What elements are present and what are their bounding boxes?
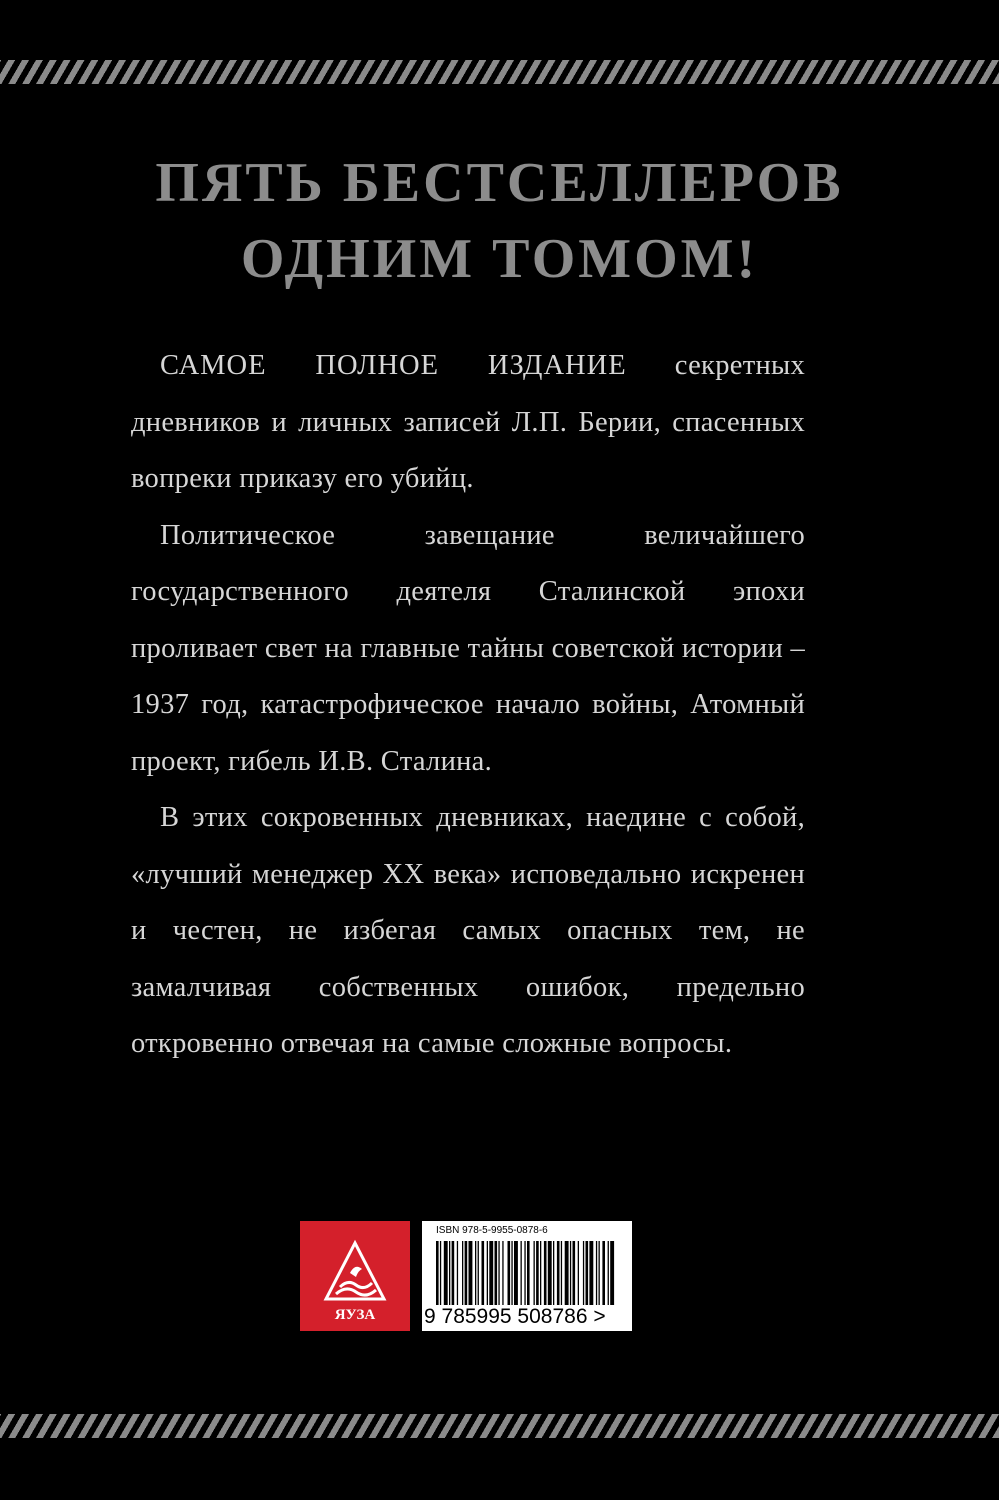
headline-line-2: ОДНИМ ТОМОМ! <box>240 228 759 290</box>
barcode-bar <box>565 1241 569 1305</box>
barcode-bar <box>561 1241 562 1305</box>
barcode-bar <box>444 1241 448 1305</box>
paragraph-1-rest: секретных дневников и личных записей Л.П. Берии, спасенных вопреки приказу его убийц. <box>131 350 805 494</box>
isbn-label: ISBN 978-5-9955-0878-6 <box>436 1225 548 1236</box>
barcode-bar <box>514 1241 518 1305</box>
barcode-bar <box>573 1241 576 1305</box>
barcode-bar <box>570 1241 571 1305</box>
barcode-bar <box>548 1241 552 1305</box>
paragraph-2: Политическое завещание величайшего государственного деятеля Сталинской эпохи проливает свет на главные тайны советской истории – 1937 год, катастрофическое начало войны, Атомный проект, гибель И.В. Сталина. <box>131 519 805 777</box>
top-decorative-stripe <box>0 60 999 84</box>
barcode-bar <box>596 1241 597 1305</box>
barcode-bar <box>536 1241 539 1305</box>
barcode-bar <box>487 1241 488 1305</box>
barcode-bar <box>475 1241 476 1305</box>
barcode-bar <box>436 1241 439 1305</box>
barcode-bar <box>599 1241 600 1305</box>
barcode-bar <box>440 1241 441 1305</box>
barcode-bar <box>540 1241 541 1305</box>
barcode-bar <box>557 1241 560 1305</box>
barcode-bar <box>449 1241 450 1305</box>
barcode-bar <box>478 1241 479 1305</box>
barcode-bar <box>527 1241 530 1305</box>
barcode-bar <box>452 1241 455 1305</box>
barcode-bar <box>610 1241 614 1305</box>
barcode-bar <box>586 1241 589 1305</box>
barcode-bar <box>489 1241 493 1305</box>
barcode-bar <box>521 1241 522 1305</box>
paragraph-3: В этих сокровенных дневниках, наедине с собой, «лучший менеджер XX века» исповедально искренен и честен, не избегая самых опасных тем, не замалчивая собственных ошибок, предельно откровенно отвечая на самые сложные вопросы. <box>131 802 805 1059</box>
paragraph-1 <box>131 338 805 508</box>
headline <box>0 145 999 297</box>
barcode-bar <box>583 1241 584 1305</box>
barcode-bar <box>553 1241 554 1305</box>
barcode-bar <box>508 1241 511 1305</box>
barcode-bar <box>602 1241 605 1305</box>
barcode-bar <box>534 1241 535 1305</box>
isbn-barcode <box>422 1221 632 1331</box>
barcode-bar <box>498 1241 499 1305</box>
barcode-bar <box>465 1241 468 1305</box>
barcode-bar <box>608 1241 609 1305</box>
barcode-bars <box>436 1241 616 1305</box>
publisher-logo-text: ЯУЗА <box>334 1307 376 1323</box>
barcode-bar <box>462 1241 463 1305</box>
barcode-bar <box>469 1241 473 1305</box>
paragraph-1-caps: САМОЕ ПОЛНОЕ ИЗДАНИЕ <box>160 350 627 381</box>
barcode-digits: 9 785995 508786 > <box>424 1305 606 1328</box>
bottom-decorative-stripe <box>0 1414 999 1438</box>
barcode-bar <box>495 1241 498 1305</box>
barcode-bar <box>511 1241 512 1305</box>
publisher-logo-icon <box>300 1221 410 1331</box>
barcode-bar <box>502 1241 503 1305</box>
publisher-logo <box>300 1221 410 1331</box>
annotation-text <box>131 338 805 1073</box>
barcode-bar <box>482 1241 485 1305</box>
headline-line-1: ПЯТЬ БЕСТСЕЛЛЕРОВ <box>155 152 844 214</box>
barcode-bar <box>589 1241 593 1305</box>
barcode-bar <box>457 1241 458 1305</box>
barcode-bar <box>524 1241 525 1305</box>
barcode-bar <box>578 1241 579 1305</box>
barcode-bar <box>544 1241 547 1305</box>
